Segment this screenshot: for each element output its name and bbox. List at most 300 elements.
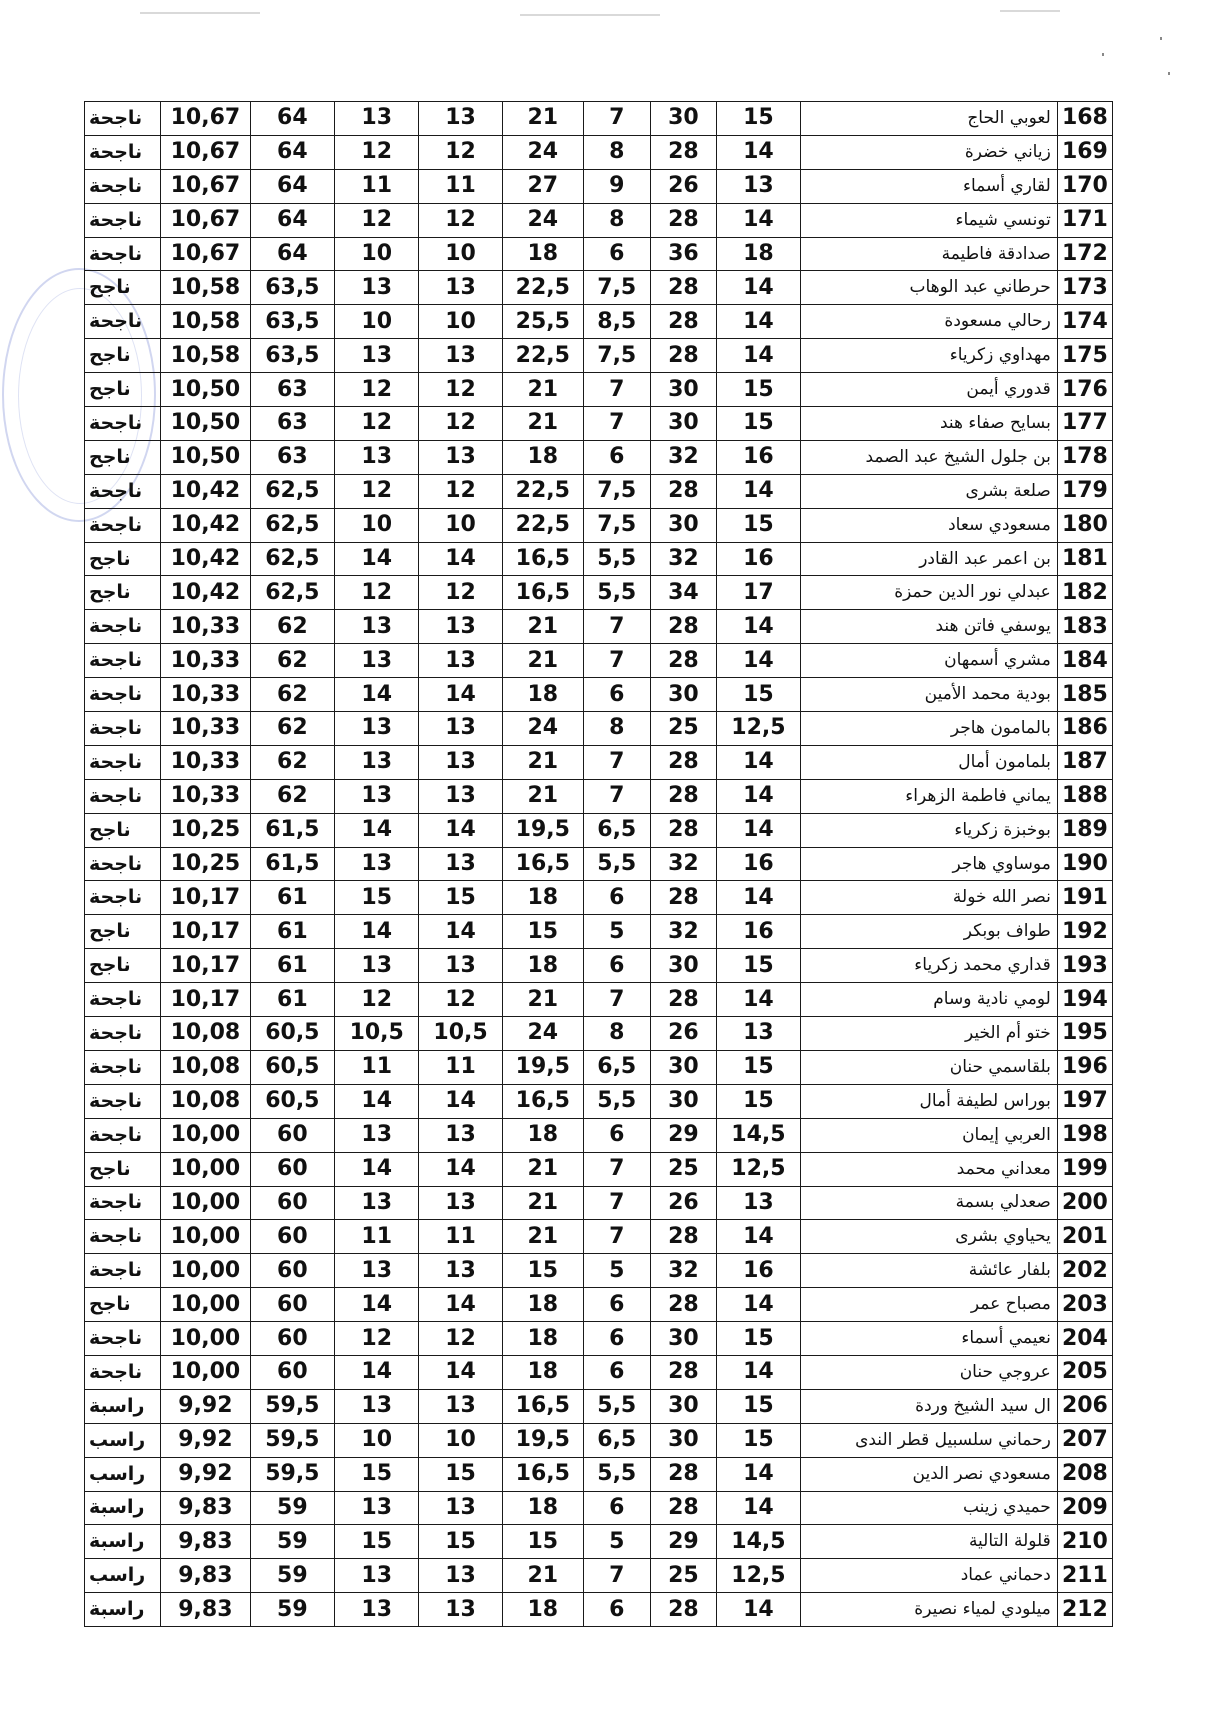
score-col-4: 18 — [502, 1288, 583, 1322]
score-col-1: 17 — [717, 576, 800, 610]
score-col-3: 6 — [583, 1322, 650, 1356]
candidate-number: 175 — [1057, 339, 1112, 373]
score-col-2: 30 — [650, 1084, 717, 1118]
candidate-number: 180 — [1057, 508, 1112, 542]
result-status: ناجحة — [85, 203, 161, 237]
score-col-5: 10 — [419, 1423, 502, 1457]
score-col-3: 5,5 — [583, 1389, 650, 1423]
score-col-5: 12 — [419, 135, 502, 169]
candidate-name: صعدلي بسمة — [800, 1186, 1057, 1220]
score-col-3: 6 — [583, 1118, 650, 1152]
score-col-1: 15 — [717, 1084, 800, 1118]
score-col-2: 28 — [650, 1288, 717, 1322]
table-row — [85, 271, 1113, 305]
average-score: 10,67 — [161, 102, 251, 136]
candidate-name: رحماني سلسبيل قطر الندى — [800, 1423, 1057, 1457]
result-status: ناجحة — [85, 712, 161, 746]
candidate-name: نعيمي أسماء — [800, 1322, 1057, 1356]
total-score: 61,5 — [250, 813, 334, 847]
average-score: 10,25 — [161, 847, 251, 881]
total-score: 63 — [250, 440, 334, 474]
score-col-4: 21 — [502, 745, 583, 779]
score-col-2: 30 — [650, 407, 717, 441]
score-col-4: 16,5 — [502, 1389, 583, 1423]
score-col-6: 12 — [335, 474, 419, 508]
score-col-2: 32 — [650, 440, 717, 474]
score-col-2: 28 — [650, 1220, 717, 1254]
score-col-6: 13 — [335, 610, 419, 644]
candidate-number: 191 — [1057, 881, 1112, 915]
average-score: 10,33 — [161, 745, 251, 779]
score-col-5: 13 — [419, 712, 502, 746]
score-col-3: 6,5 — [583, 813, 650, 847]
candidate-number: 204 — [1057, 1322, 1112, 1356]
score-col-1: 13 — [717, 1186, 800, 1220]
table-row — [85, 102, 1113, 136]
result-status: ناجحة — [85, 881, 161, 915]
average-score: 10,33 — [161, 644, 251, 678]
total-score: 60 — [250, 1254, 334, 1288]
score-col-4: 21 — [502, 983, 583, 1017]
table-row — [85, 169, 1113, 203]
score-col-1: 16 — [717, 542, 800, 576]
average-score: 10,00 — [161, 1186, 251, 1220]
candidate-number: 193 — [1057, 949, 1112, 983]
score-col-6: 13 — [335, 1118, 419, 1152]
score-col-3: 7 — [583, 373, 650, 407]
score-col-3: 6 — [583, 440, 650, 474]
average-score: 10,17 — [161, 983, 251, 1017]
score-col-4: 19,5 — [502, 1050, 583, 1084]
table-row — [85, 644, 1113, 678]
score-col-6: 15 — [335, 1525, 419, 1559]
average-score: 10,00 — [161, 1220, 251, 1254]
score-col-3: 7 — [583, 102, 650, 136]
total-score: 60 — [250, 1322, 334, 1356]
score-col-2: 32 — [650, 1254, 717, 1288]
score-col-6: 13 — [335, 847, 419, 881]
score-col-6: 14 — [335, 1084, 419, 1118]
result-status: ناجحة — [85, 305, 161, 339]
score-col-5: 11 — [419, 1050, 502, 1084]
score-col-1: 14 — [717, 305, 800, 339]
score-col-2: 30 — [650, 102, 717, 136]
table-row — [85, 881, 1113, 915]
result-status: ناجحة — [85, 745, 161, 779]
score-col-1: 14 — [717, 983, 800, 1017]
score-col-4: 22,5 — [502, 508, 583, 542]
candidate-number: 212 — [1057, 1593, 1112, 1627]
score-col-1: 15 — [717, 949, 800, 983]
table-row — [85, 1220, 1113, 1254]
score-col-1: 14 — [717, 644, 800, 678]
candidate-name: بن اعمر عبد القادر — [800, 542, 1057, 576]
candidate-number: 210 — [1057, 1525, 1112, 1559]
table-row — [85, 745, 1113, 779]
candidate-number: 208 — [1057, 1457, 1112, 1491]
candidate-name: ميلودي لمياء نصيرة — [800, 1593, 1057, 1627]
candidate-number: 169 — [1057, 135, 1112, 169]
candidate-name: مسعودي سعاد — [800, 508, 1057, 542]
score-col-1: 14 — [717, 1457, 800, 1491]
result-status: ناجحة — [85, 1017, 161, 1051]
result-status: ناجح — [85, 1288, 161, 1322]
score-col-4: 15 — [502, 1254, 583, 1288]
score-col-3: 6 — [583, 949, 650, 983]
score-col-2: 26 — [650, 1186, 717, 1220]
candidate-number: 199 — [1057, 1152, 1112, 1186]
total-score: 62,5 — [250, 508, 334, 542]
score-col-6: 13 — [335, 1559, 419, 1593]
score-col-4: 22,5 — [502, 271, 583, 305]
candidate-number: 201 — [1057, 1220, 1112, 1254]
table-row — [85, 373, 1113, 407]
score-col-5: 13 — [419, 1593, 502, 1627]
score-col-1: 15 — [717, 373, 800, 407]
score-col-2: 28 — [650, 644, 717, 678]
table-row — [85, 678, 1113, 712]
score-col-5: 14 — [419, 813, 502, 847]
candidate-name: قلولة التالية — [800, 1525, 1057, 1559]
score-col-2: 29 — [650, 1525, 717, 1559]
score-col-1: 15 — [717, 102, 800, 136]
average-score: 10,00 — [161, 1288, 251, 1322]
results-table-body — [85, 102, 1113, 1627]
score-col-3: 6 — [583, 1491, 650, 1525]
score-col-3: 6 — [583, 237, 650, 271]
score-col-3: 5 — [583, 1525, 650, 1559]
score-col-5: 14 — [419, 1084, 502, 1118]
table-row — [85, 983, 1113, 1017]
candidate-number: 186 — [1057, 712, 1112, 746]
candidate-name: طواف بوبكر — [800, 915, 1057, 949]
score-col-5: 13 — [419, 440, 502, 474]
candidate-name: العربي إيمان — [800, 1118, 1057, 1152]
average-score: 10,67 — [161, 203, 251, 237]
score-col-3: 8 — [583, 1017, 650, 1051]
candidate-name: ختو أم الخير — [800, 1017, 1057, 1051]
candidate-name: يوسفي فاتن هند — [800, 610, 1057, 644]
average-score: 10,58 — [161, 339, 251, 373]
result-status: ناجحة — [85, 847, 161, 881]
score-col-4: 15 — [502, 915, 583, 949]
score-col-6: 13 — [335, 271, 419, 305]
candidate-number: 211 — [1057, 1559, 1112, 1593]
result-status: ناجحة — [85, 169, 161, 203]
result-status: ناجحة — [85, 102, 161, 136]
score-col-6: 13 — [335, 1254, 419, 1288]
candidate-number: 190 — [1057, 847, 1112, 881]
average-score: 10,67 — [161, 237, 251, 271]
score-col-5: 14 — [419, 915, 502, 949]
total-score: 63,5 — [250, 271, 334, 305]
score-col-2: 30 — [650, 1423, 717, 1457]
table-row — [85, 847, 1113, 881]
score-col-3: 7,5 — [583, 508, 650, 542]
result-status: ناجحة — [85, 1254, 161, 1288]
total-score: 60 — [250, 1355, 334, 1389]
candidate-name: لقاري أسماء — [800, 169, 1057, 203]
candidate-number: 182 — [1057, 576, 1112, 610]
score-col-2: 28 — [650, 135, 717, 169]
score-col-3: 7 — [583, 983, 650, 1017]
score-col-1: 14 — [717, 1593, 800, 1627]
score-col-1: 16 — [717, 1254, 800, 1288]
total-score: 60 — [250, 1220, 334, 1254]
candidate-name: قداري محمد زكرياء — [800, 949, 1057, 983]
score-col-3: 7 — [583, 407, 650, 441]
candidate-name: بلمامون أمال — [800, 745, 1057, 779]
score-col-1: 14 — [717, 339, 800, 373]
score-col-3: 7 — [583, 1186, 650, 1220]
score-col-4: 21 — [502, 779, 583, 813]
score-col-4: 21 — [502, 102, 583, 136]
score-col-5: 12 — [419, 1322, 502, 1356]
score-col-2: 28 — [650, 983, 717, 1017]
candidate-number: 168 — [1057, 102, 1112, 136]
score-col-1: 14 — [717, 1288, 800, 1322]
total-score: 62 — [250, 644, 334, 678]
score-col-6: 14 — [335, 1288, 419, 1322]
candidate-name: مسعودي نصر الدين — [800, 1457, 1057, 1491]
score-col-6: 10 — [335, 237, 419, 271]
score-col-1: 12,5 — [717, 1559, 800, 1593]
candidate-name: بن جلول الشيخ عبد الصمد — [800, 440, 1057, 474]
candidate-name: عروجي حنان — [800, 1355, 1057, 1389]
table-row — [85, 1118, 1113, 1152]
score-col-1: 15 — [717, 1423, 800, 1457]
table-row — [85, 949, 1113, 983]
score-col-4: 21 — [502, 1186, 583, 1220]
total-score: 60 — [250, 1118, 334, 1152]
result-status: ناجحة — [85, 1186, 161, 1220]
score-col-3: 7 — [583, 644, 650, 678]
score-col-2: 30 — [650, 508, 717, 542]
score-col-5: 13 — [419, 610, 502, 644]
score-col-5: 13 — [419, 1186, 502, 1220]
total-score: 62 — [250, 779, 334, 813]
score-col-6: 13 — [335, 949, 419, 983]
score-col-6: 12 — [335, 576, 419, 610]
score-col-4: 18 — [502, 1355, 583, 1389]
score-col-4: 18 — [502, 678, 583, 712]
score-col-6: 14 — [335, 1355, 419, 1389]
score-col-3: 5 — [583, 1254, 650, 1288]
score-col-2: 28 — [650, 1593, 717, 1627]
candidate-number: 188 — [1057, 779, 1112, 813]
score-col-5: 12 — [419, 203, 502, 237]
score-col-4: 18 — [502, 1322, 583, 1356]
score-col-2: 28 — [650, 1491, 717, 1525]
score-col-4: 18 — [502, 1491, 583, 1525]
score-col-2: 25 — [650, 1152, 717, 1186]
score-col-3: 8 — [583, 712, 650, 746]
score-col-3: 7 — [583, 610, 650, 644]
candidate-name: بوراس لطيفة أمال — [800, 1084, 1057, 1118]
score-col-1: 15 — [717, 1389, 800, 1423]
table-row — [85, 915, 1113, 949]
average-score: 10,25 — [161, 813, 251, 847]
score-col-6: 13 — [335, 745, 419, 779]
score-col-6: 13 — [335, 1593, 419, 1627]
score-col-5: 10,5 — [419, 1017, 502, 1051]
table-row — [85, 407, 1113, 441]
score-col-3: 5 — [583, 915, 650, 949]
score-col-6: 10 — [335, 305, 419, 339]
candidate-number: 197 — [1057, 1084, 1112, 1118]
score-col-5: 14 — [419, 1288, 502, 1322]
score-col-2: 26 — [650, 1017, 717, 1051]
candidate-name: يحياوي بشرى — [800, 1220, 1057, 1254]
score-col-6: 13 — [335, 1491, 419, 1525]
table-row — [85, 779, 1113, 813]
score-col-6: 13 — [335, 1389, 419, 1423]
total-score: 63,5 — [250, 305, 334, 339]
total-score: 60 — [250, 1186, 334, 1220]
score-col-5: 13 — [419, 847, 502, 881]
score-col-4: 21 — [502, 610, 583, 644]
score-col-6: 14 — [335, 915, 419, 949]
average-score: 10,00 — [161, 1254, 251, 1288]
result-status: راسبة — [85, 1491, 161, 1525]
average-score: 10,50 — [161, 440, 251, 474]
result-status: ناجحة — [85, 407, 161, 441]
total-score: 62,5 — [250, 474, 334, 508]
table-row — [85, 1288, 1113, 1322]
score-col-4: 27 — [502, 169, 583, 203]
result-status: ناجحة — [85, 1050, 161, 1084]
table-row — [85, 1525, 1113, 1559]
result-status: ناجح — [85, 542, 161, 576]
candidate-number: 171 — [1057, 203, 1112, 237]
score-col-5: 12 — [419, 983, 502, 1017]
candidate-number: 181 — [1057, 542, 1112, 576]
score-col-3: 6 — [583, 1355, 650, 1389]
result-status: راسب — [85, 1559, 161, 1593]
candidate-number: 179 — [1057, 474, 1112, 508]
table-row — [85, 1457, 1113, 1491]
score-col-3: 7,5 — [583, 474, 650, 508]
score-col-2: 25 — [650, 1559, 717, 1593]
score-col-1: 14 — [717, 1491, 800, 1525]
total-score: 60,5 — [250, 1050, 334, 1084]
score-col-3: 5,5 — [583, 847, 650, 881]
score-col-4: 22,5 — [502, 474, 583, 508]
result-status: ناجحة — [85, 237, 161, 271]
result-status: ناجحة — [85, 1355, 161, 1389]
score-col-4: 21 — [502, 644, 583, 678]
table-row — [85, 576, 1113, 610]
candidate-name: بوخبزة زكرياء — [800, 813, 1057, 847]
score-col-6: 13 — [335, 644, 419, 678]
result-status: ناجح — [85, 339, 161, 373]
table-row — [85, 1389, 1113, 1423]
average-score: 10,58 — [161, 305, 251, 339]
average-score: 10,00 — [161, 1322, 251, 1356]
table-row — [85, 135, 1113, 169]
score-col-5: 13 — [419, 271, 502, 305]
score-col-5: 13 — [419, 339, 502, 373]
total-score: 61 — [250, 915, 334, 949]
average-score: 10,67 — [161, 135, 251, 169]
score-col-5: 14 — [419, 542, 502, 576]
score-col-1: 16 — [717, 915, 800, 949]
score-col-5: 15 — [419, 1457, 502, 1491]
score-col-3: 5,5 — [583, 1084, 650, 1118]
score-col-3: 8 — [583, 135, 650, 169]
candidate-number: 187 — [1057, 745, 1112, 779]
score-col-2: 29 — [650, 1118, 717, 1152]
candidate-number: 183 — [1057, 610, 1112, 644]
result-status: ناجحة — [85, 474, 161, 508]
candidate-name: زياني خضرة — [800, 135, 1057, 169]
table-row — [85, 1593, 1113, 1627]
candidate-name: بالمامون هاجر — [800, 712, 1057, 746]
score-col-6: 10 — [335, 1423, 419, 1457]
table-row — [85, 474, 1113, 508]
candidate-name: بسايح صفاء هند — [800, 407, 1057, 441]
candidate-name: قدوري أيمن — [800, 373, 1057, 407]
score-col-2: 30 — [650, 678, 717, 712]
score-col-6: 12 — [335, 1322, 419, 1356]
candidate-name: مشري أسمهان — [800, 644, 1057, 678]
score-col-4: 18 — [502, 881, 583, 915]
average-score: 10,33 — [161, 678, 251, 712]
table-row — [85, 1186, 1113, 1220]
candidate-number: 172 — [1057, 237, 1112, 271]
score-col-1: 14 — [717, 881, 800, 915]
score-col-6: 11 — [335, 1050, 419, 1084]
table-row — [85, 813, 1113, 847]
results-table — [84, 101, 1113, 1627]
total-score: 61 — [250, 881, 334, 915]
result-status: ناجح — [85, 373, 161, 407]
score-col-2: 28 — [650, 610, 717, 644]
score-col-1: 14 — [717, 1220, 800, 1254]
score-col-2: 30 — [650, 1050, 717, 1084]
score-col-4: 19,5 — [502, 1423, 583, 1457]
average-score: 10,00 — [161, 1152, 251, 1186]
average-score: 10,08 — [161, 1050, 251, 1084]
score-col-4: 21 — [502, 1152, 583, 1186]
candidate-name: رحالي مسعودة — [800, 305, 1057, 339]
candidate-number: 189 — [1057, 813, 1112, 847]
score-col-1: 14 — [717, 779, 800, 813]
candidate-name: مصباح عمر — [800, 1288, 1057, 1322]
table-row — [85, 610, 1113, 644]
score-col-3: 9 — [583, 169, 650, 203]
score-col-4: 22,5 — [502, 339, 583, 373]
table-row — [85, 508, 1113, 542]
score-col-1: 14 — [717, 813, 800, 847]
score-col-2: 30 — [650, 373, 717, 407]
table-row — [85, 542, 1113, 576]
candidate-name: صدادقة فاطيمة — [800, 237, 1057, 271]
average-score: 10,50 — [161, 373, 251, 407]
score-col-4: 18 — [502, 237, 583, 271]
score-col-2: 28 — [650, 339, 717, 373]
score-col-5: 13 — [419, 102, 502, 136]
score-col-2: 28 — [650, 203, 717, 237]
score-col-2: 28 — [650, 745, 717, 779]
score-col-1: 14 — [717, 610, 800, 644]
score-col-4: 24 — [502, 1017, 583, 1051]
result-status: راسبة — [85, 1525, 161, 1559]
score-col-6: 10,5 — [335, 1017, 419, 1051]
score-col-6: 14 — [335, 813, 419, 847]
result-status: راسبة — [85, 1593, 161, 1627]
result-status: راسبة — [85, 1389, 161, 1423]
